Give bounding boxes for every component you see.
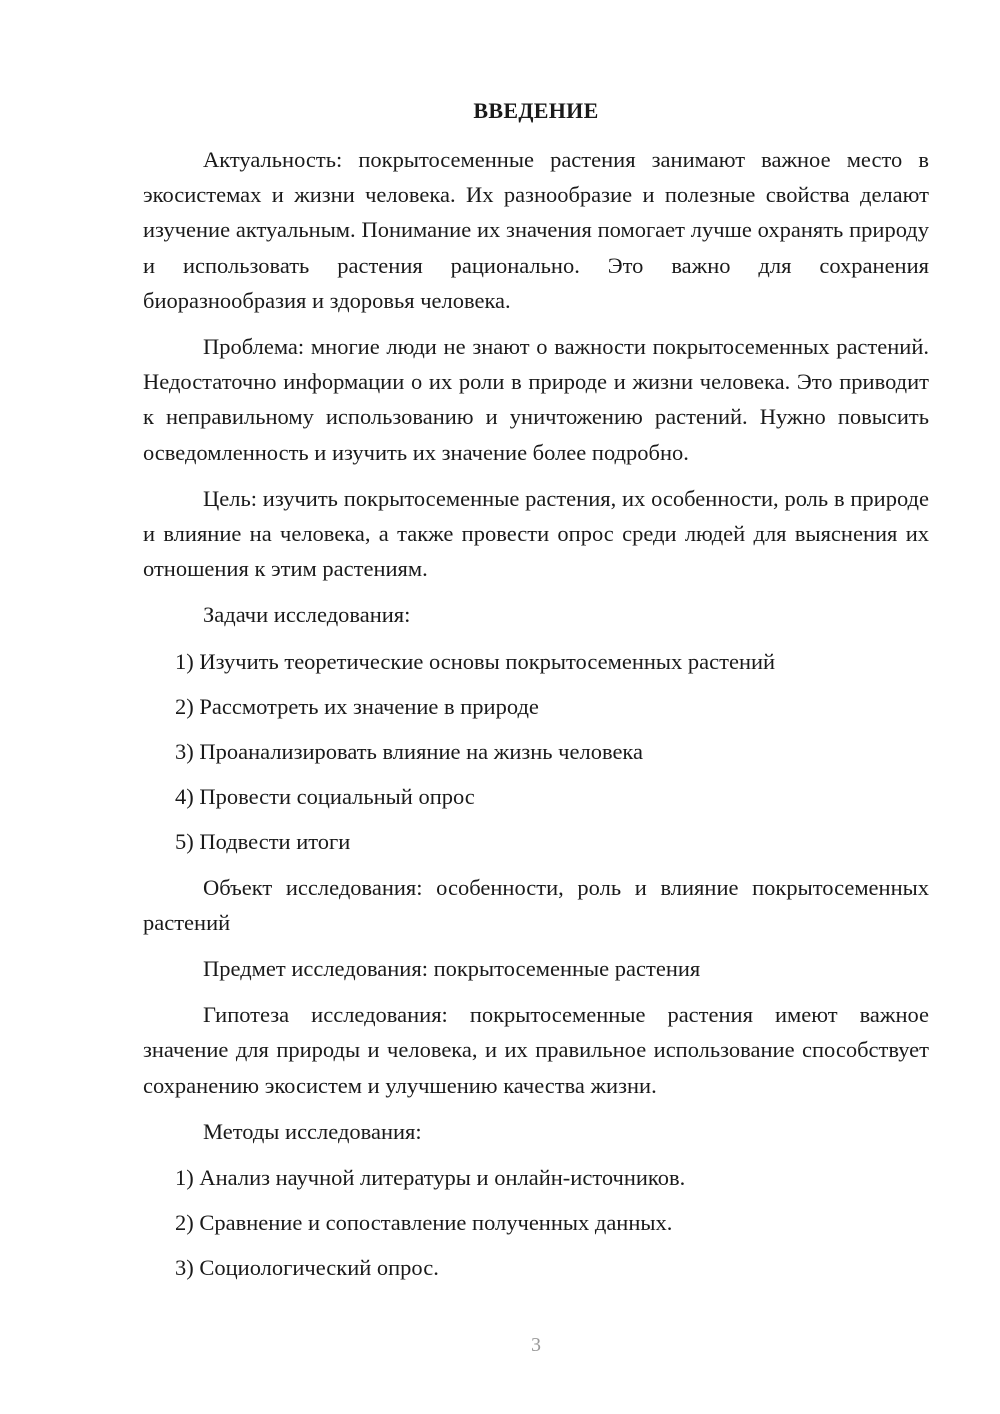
methods-heading: Методы исследования:	[203, 1118, 422, 1144]
list-item: 4) Провести социальный опрос	[175, 784, 475, 810]
hypothesis-paragraph: Гипотеза исследования: покрытосеменные растения имеют важное значение для природы и человека, и их правильное использование способствует сохранению экосистем и улучшению качества жизни.	[143, 1002, 929, 1098]
methods-list	[143, 1160, 929, 1286]
tasks-list	[143, 644, 929, 860]
document-body	[143, 142, 929, 1296]
page-title: ВВЕДЕНИЕ	[473, 98, 599, 123]
tasks-heading: Задачи исследования:	[203, 602, 411, 628]
goal-paragraph: Цель: изучить покрытосеменные растения, их особенности, роль в природе и влияние на человека, а также провести опрос среди людей для выяснения их отношения к этим растениям.	[143, 485, 929, 582]
list-item: 5) Подвести итоги	[175, 829, 351, 855]
page-number: 3	[531, 1334, 541, 1356]
list-item: 1) Изучить теоретические основы покрытосеменных растений	[175, 648, 776, 674]
relevance-paragraph: Актуальность: покрытосеменные растения занимают важное место в экосистемах и жизни человека. Их разнообразие и полезные свойства делают изучение актуальным. Понимание их значения помогает лучше охранять природу и использовать растения рационально. Это важно для сохранения биоразнообразия и здоровья человека.	[143, 147, 929, 313]
list-item: 2) Рассмотреть их значение в природе	[175, 693, 539, 719]
list-item: 3) Социологический опрос.	[175, 1255, 439, 1281]
list-item: 3) Проанализировать влияние на жизнь человека	[175, 739, 644, 765]
problem-paragraph: Проблема: многие люди не знают о важности покрытосеменных растений. Недостаточно информации о их роли в природе и жизни человека. Это приводит к неправильному использованию и уничтожению растений. Нужно повысить осведомленность и изучить их значение более подробно.	[143, 334, 929, 465]
list-item: 2) Сравнение и сопоставление полученных данных.	[175, 1210, 673, 1236]
list-item: 1) Анализ научной литературы и онлайн-источников.	[175, 1165, 686, 1191]
object-paragraph: Объект исследования: особенности, роль и влияние покрытосеменных растений	[143, 874, 929, 935]
subject-paragraph: Предмет исследования: покрытосеменные растения	[203, 956, 701, 982]
